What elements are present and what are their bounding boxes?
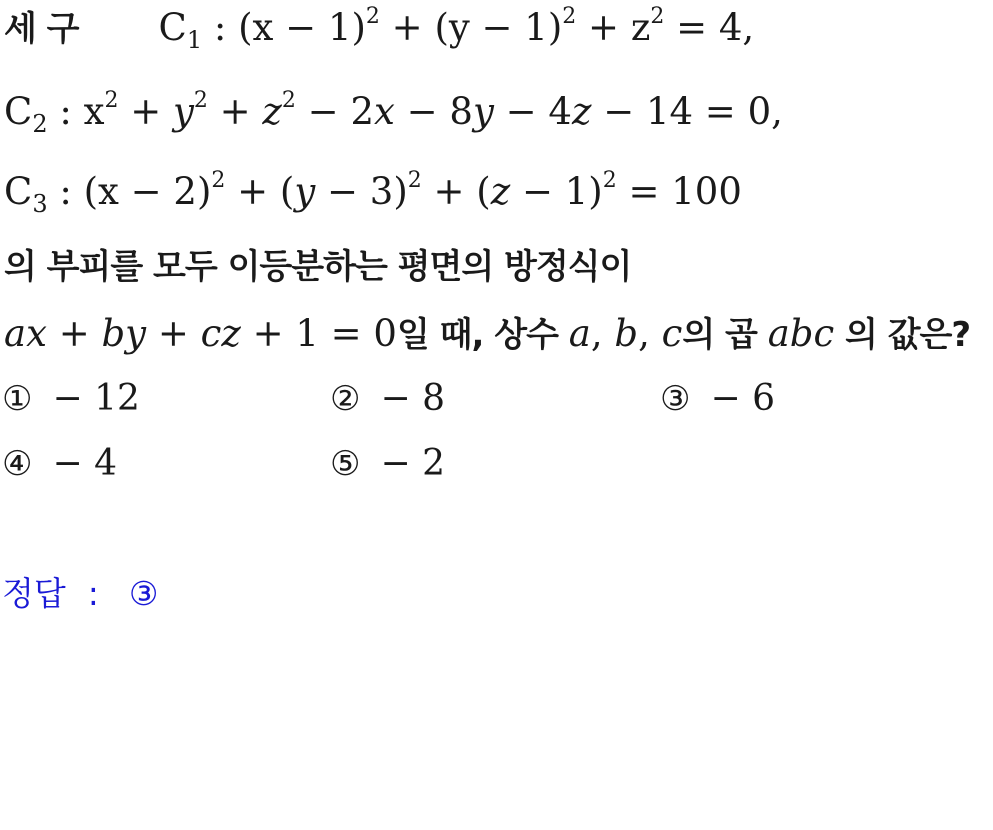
- answer-line: [2, 572, 158, 616]
- answer-separator: :: [87, 574, 99, 613]
- choice-number: ⑤: [330, 444, 361, 484]
- question-line-5: ax + by + cz + 1 = 0일 때, 상수 a, b, c의 곱 abc 의 값은?: [4, 312, 971, 355]
- choice-1[interactable]: [2, 377, 140, 421]
- answer-value: ③: [128, 574, 159, 613]
- question-prefix: 세 구: [4, 9, 79, 49]
- sphere-c3-equation: $C_3$ : $(x - 2)^2 + (y - 3)^2 + (z - 1)^2 = 100$: [4, 167, 742, 218]
- question-text-volume-bisect: 의 부피를 모두 이등분하는 평면의 방정식이: [4, 247, 632, 287]
- answer-label: 정답: [2, 574, 66, 613]
- sphere-c1-equation: $C_1$ : $(x - 1)^2 + (y - 1)^2 + z^2 = 4$,: [158, 3, 755, 54]
- choice-value: − 4: [52, 443, 117, 484]
- question-text-constants: 일 때, 상수: [396, 315, 569, 355]
- choice-number: ④: [2, 444, 33, 484]
- choice-value: − 2: [380, 443, 445, 484]
- question-text-product: 의 곱: [682, 315, 768, 355]
- choice-number: ③: [660, 379, 691, 419]
- choice-3[interactable]: [660, 377, 775, 421]
- question-line-4: [4, 244, 631, 289]
- plane-equation: ax + by + cz + 1 = 0: [4, 312, 397, 355]
- choice-value: − 8: [380, 378, 445, 419]
- choice-value: − 12: [52, 378, 140, 419]
- choice-2[interactable]: [330, 377, 445, 421]
- choice-5[interactable]: [330, 442, 445, 486]
- choice-number: ②: [330, 379, 361, 419]
- choice-value: − 6: [710, 378, 775, 419]
- choice-4[interactable]: [2, 442, 117, 486]
- choice-number: ①: [2, 379, 33, 419]
- question-line-1: [4, 3, 755, 54]
- sphere-c2-equation: $C_2$ : $x^2 + y^2 + z^2 - 2x - 8y - 4z - 14 = 0$,: [4, 87, 783, 138]
- question-text-value: 의 값은?: [834, 315, 971, 355]
